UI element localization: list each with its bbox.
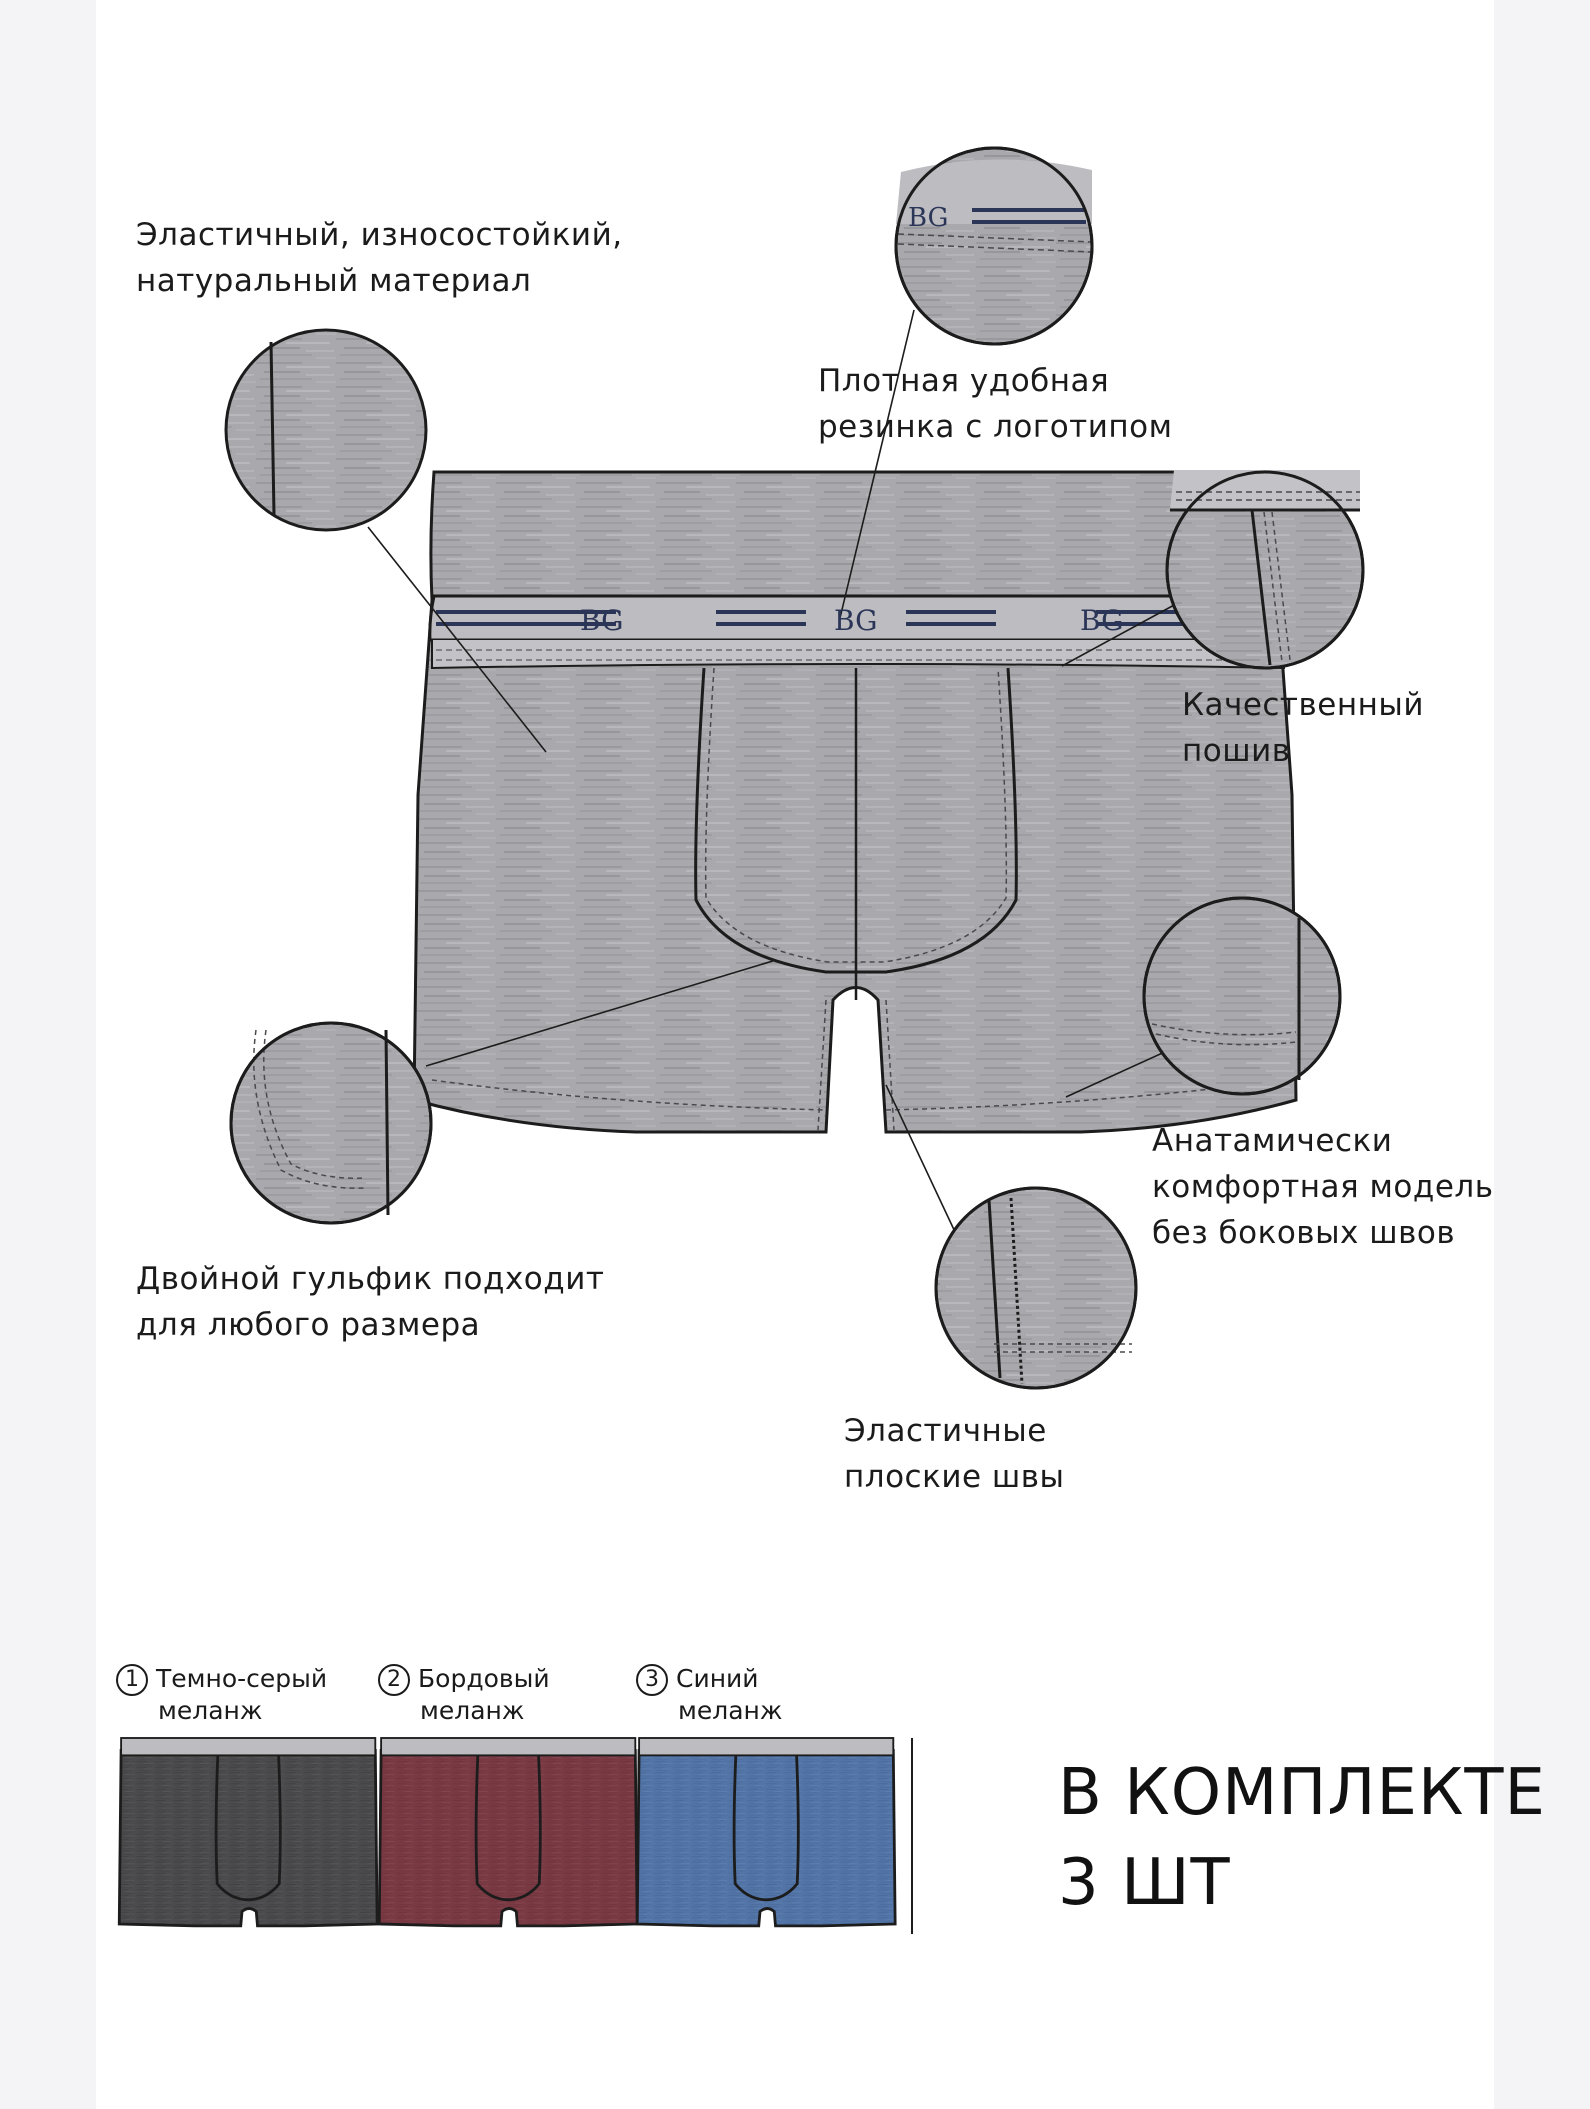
detail-circle-pouch: [231, 1023, 431, 1223]
swatch-name-second: меланж: [678, 1696, 783, 1725]
feature-pouch-line: Двойной гульфик подходит: [136, 1261, 605, 1297]
detail-circle-seams: [936, 1188, 1136, 1388]
feature-material: [136, 212, 623, 304]
brand-mark-detail: BG: [908, 203, 949, 233]
feature-waistband-line: Плотная удобная: [818, 363, 1110, 399]
swatch-trunk-1: [119, 1738, 377, 1926]
swatch-number: 1: [116, 1664, 148, 1696]
swatch-label-3: [636, 1664, 782, 1726]
feature-stitching: [1182, 682, 1424, 774]
swatch-name: Бордовый: [418, 1664, 550, 1693]
feature-anatomic-line: без боковых швов: [1152, 1215, 1456, 1251]
detail-circle-anatomic: [1144, 898, 1340, 1094]
feature-stitching-line: Качественный: [1182, 687, 1424, 723]
detail-circle-waistband: [896, 148, 1092, 344]
brand-mark-center: BG: [834, 604, 878, 637]
swatch-trunk-2: [379, 1738, 637, 1926]
feature-pouch: [136, 1256, 604, 1348]
feature-anatomic-line: Анатамически: [1152, 1123, 1393, 1159]
swatch-name: Синий: [676, 1664, 759, 1693]
brand-mark-left: BG: [580, 604, 624, 637]
detail-circle-stitching: [1167, 470, 1363, 668]
swatch-name: Темно-серый: [156, 1664, 328, 1693]
product-card: [96, 0, 1546, 2109]
feature-material-line: натуральный материал: [136, 263, 532, 299]
swatch-label-2: [378, 1664, 550, 1726]
feature-waistband-line: резинка с логотипом: [818, 409, 1173, 445]
swatch-number: 2: [378, 1664, 410, 1696]
feature-stitching-line: пошив: [1182, 733, 1291, 769]
brand-mark-right: BG: [1080, 604, 1124, 637]
feature-material-line: Эластичный, износостойкий,: [136, 217, 623, 253]
detail-circle-material: [226, 330, 426, 530]
swatch-number: 3: [636, 1664, 668, 1696]
feature-seams: [844, 1408, 1065, 1500]
feature-pouch-line: для любого размера: [136, 1307, 481, 1343]
feature-waistband: [818, 358, 1172, 450]
swatch-name-second: меланж: [420, 1696, 525, 1725]
kit-text: [1058, 1748, 1546, 1928]
feature-anatomic: [1152, 1118, 1494, 1256]
feature-seams-line: Эластичные: [844, 1413, 1047, 1449]
feature-anatomic-line: комфортная модель: [1152, 1169, 1494, 1205]
feature-seams-line: плоские швы: [844, 1459, 1065, 1495]
swatch-trunk-3: [637, 1738, 895, 1926]
swatch-name-second: меланж: [158, 1696, 263, 1725]
kit-text-line: В КОМПЛЕКТЕ: [1058, 1756, 1546, 1830]
swatch-label-1: [116, 1664, 327, 1726]
kit-count: 3 ШТ: [1058, 1846, 1231, 1920]
